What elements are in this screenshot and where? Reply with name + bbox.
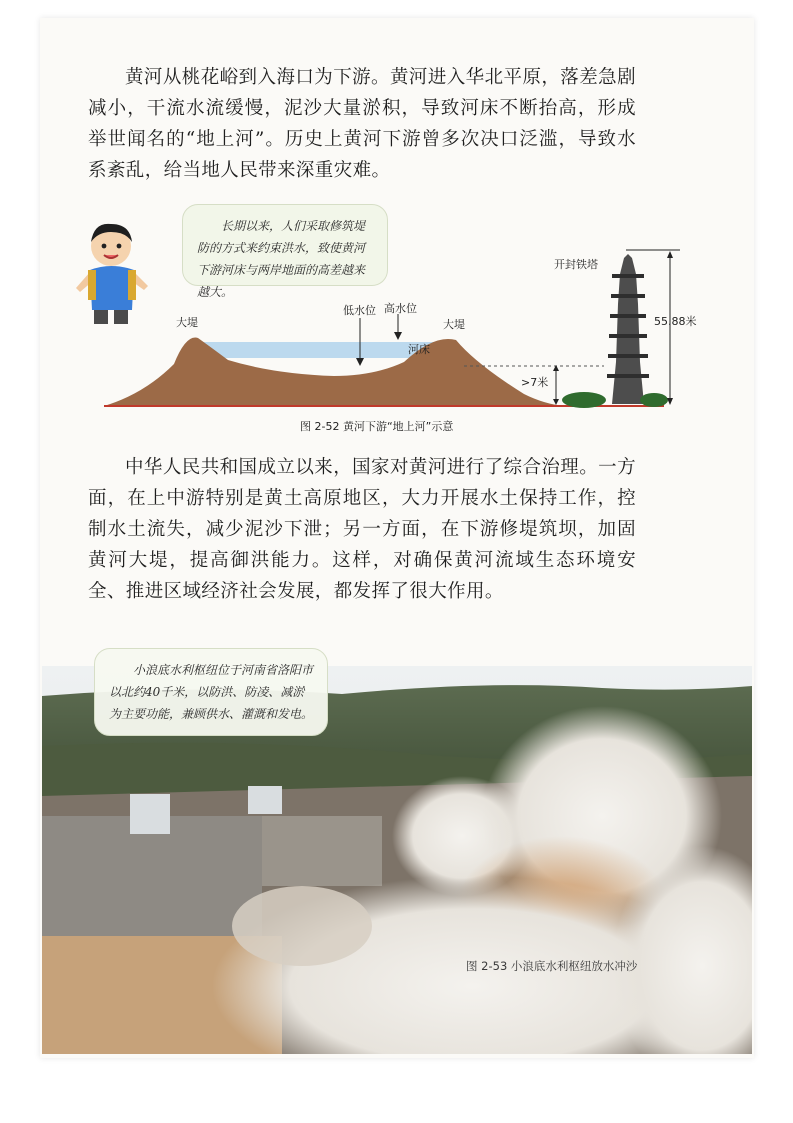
kaifeng-iron-tower	[562, 254, 668, 408]
note-bubble-dikes: 长期以来，人们采取修筑堤防的方式来约束洪水，致使黄河下游河床与两岸地面的高差越来越大。	[182, 204, 388, 286]
label-height-diff: >7米	[521, 376, 549, 389]
note-bubble-xiaolangdi: 小浪底水利枢纽位于河南省洛阳市以北约40千米，以防洪、防凌、减淤为主要功能，兼顾供水、灌溉和发电。	[94, 648, 328, 736]
figure-caption-2-52: 图 2-52 黄河下游“地上河”示意	[300, 420, 454, 433]
label-dike-left: 大堤	[176, 316, 198, 329]
label-tower-height: 55.88米	[654, 315, 697, 328]
paragraph-lower-reaches: 黄河从桃花峪到入海口为下游。黄河进入华北平原，落差急剧减小，干流水流缓慢，泥沙大量淤积，导致河床不断抬高，形成举世闻名的“地上河”。历史上黄河下游曾多次决口泛滥，导致水系紊乱，给当地人民带来深重灾难。	[88, 67, 636, 181]
figure-caption-2-53: 图 2-53 小浪底水利枢纽放水冲沙	[466, 959, 638, 973]
label-dike-right: 大堤	[443, 318, 465, 331]
label-tower: 开封铁塔	[554, 258, 598, 271]
label-high-water: 高水位	[384, 302, 417, 315]
paragraph-governance: 中华人民共和国成立以来，国家对黄河进行了综合治理。一方面，在上中游特别是黄土高原地区，大力开展水土保持工作，控制水土流失，减少泥沙下泄；另一方面，在下游修堤筑坝，加固黄河大堤，提高御洪能力。这样，对确保黄河流域生态环境安全、推进区域经济社会发展，都发挥了很大作用。	[88, 457, 636, 602]
label-riverbed: 河床	[408, 343, 430, 356]
label-low-water: 低水位	[343, 304, 376, 317]
